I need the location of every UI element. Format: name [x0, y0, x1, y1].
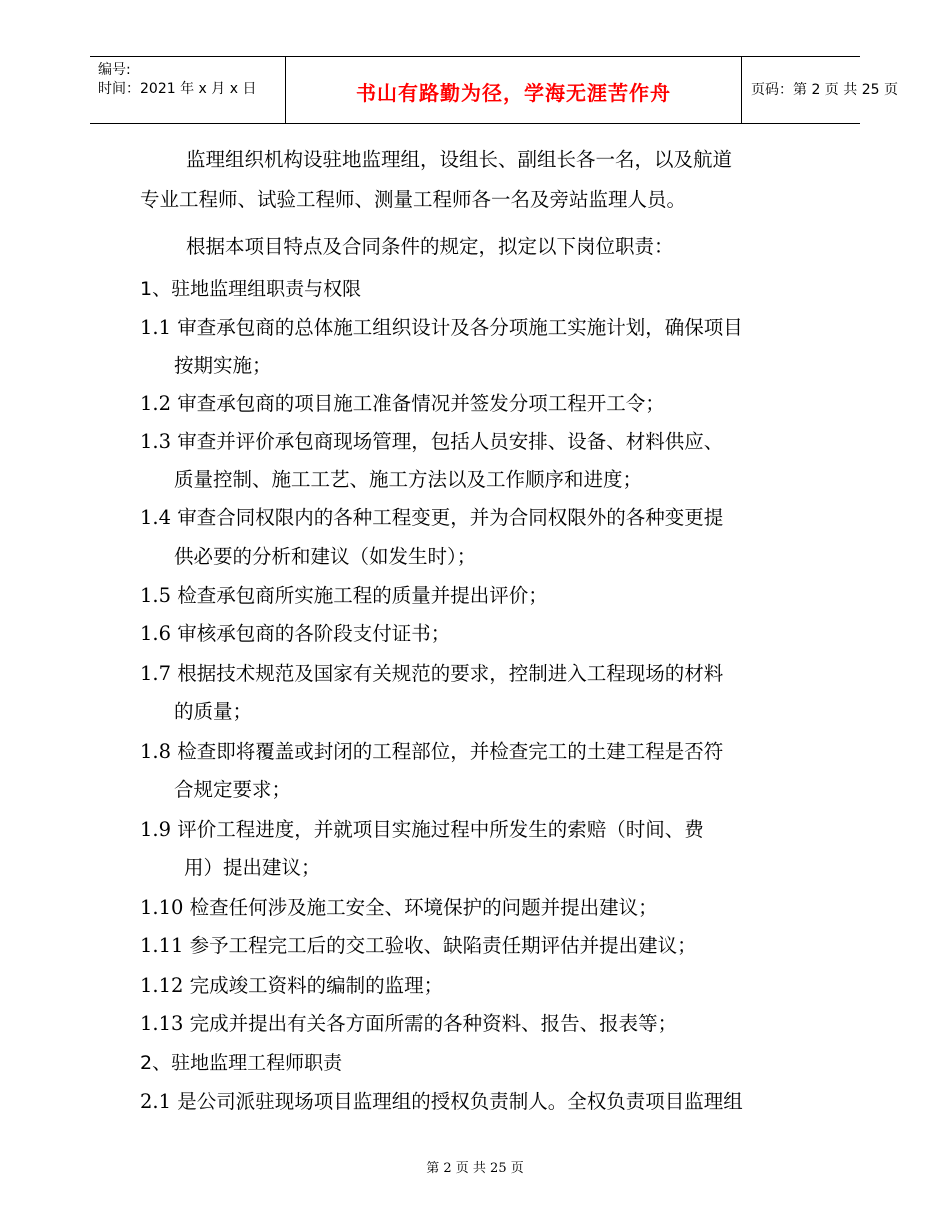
list-item-continuation: 的质量； — [174, 700, 253, 723]
list-item: 1.5 检查承包商所实施工程的质量并提出评价； — [140, 584, 548, 607]
list-item-continuation: 供必要的分析和建议（如发生时）； — [174, 545, 477, 568]
list-item: 1.3 审查并评价承包商现场管理，包括人员安排、设备、材料供应、 — [140, 430, 724, 453]
list-item: 1.1 审查承包商的总体施工组织设计及各分项施工实施计划，确保项目 — [140, 316, 743, 339]
paragraph-line: 监理组织机构设驻地监理组，设组长、副组长各一名，以及航道 — [186, 148, 733, 171]
page-footer: 第 2 页 共 25 页 — [426, 1161, 524, 1176]
header-motto: 书山有路勤为径，学海无涯苦作舟 — [356, 81, 671, 105]
list-item: 1.7 根据技术规范及国家有关规范的要求，控制进入工程现场的材料 — [140, 662, 724, 685]
header-page-cell — [741, 57, 898, 123]
section-heading: 1、驻地监理组职责与权限 — [140, 278, 362, 300]
list-item-continuation: 质量控制、施工工艺、施工方法以及工作顺序和进度； — [174, 468, 643, 491]
list-item: 1.8 检查即将覆盖或封闭的工程部位，并检查完工的土建工程是否符 — [140, 740, 724, 763]
section-heading: 2、驻地监理工程师职责 — [140, 1052, 343, 1074]
header-meta — [90, 57, 285, 123]
header-motto-cell — [285, 57, 742, 123]
document-date: 时间：2021 年 x 月 x 日 — [98, 81, 257, 97]
list-item-continuation: 合规定要求； — [174, 778, 292, 801]
page-header — [90, 56, 898, 124]
paragraph-line: 根据本项目特点及合同条件的规定，拟定以下岗位职责： — [186, 235, 674, 258]
list-item: 1.11 参予工程完工后的交工验收、缺陷责任期评估并提出建议； — [140, 934, 697, 957]
paragraph-line: 专业工程师、试验工程师、测量工程师各一名及旁站监理人员。 — [140, 188, 687, 211]
list-item: 2.1 是公司派驻现场项目监理组的授权负责制人。全权负责项目监理组 — [140, 1090, 743, 1113]
list-item: 1.2 审查承包商的项目施工准备情况并签发分项工程开工令； — [140, 392, 665, 415]
list-item: 1.9 评价工程进度，并就项目实施过程中所发生的索赔（时间、费 — [140, 818, 704, 841]
list-item-continuation: 用）提出建议； — [184, 856, 321, 879]
list-item: 1.12 完成竣工资料的编制的监理； — [140, 974, 444, 997]
list-item: 1.10 检查任何涉及施工安全、环境保护的问题并提出建议； — [140, 896, 658, 919]
header-page-info: 页码：第 2 页 共 25 页 — [751, 82, 898, 98]
list-item: 1.4 审查合同权限内的各种工程变更，并为合同权限外的各种变更提 — [140, 506, 724, 529]
document-number-label: 编号: — [98, 62, 131, 78]
list-item-continuation: 按期实施； — [174, 354, 272, 377]
list-item: 1.6 审核承包商的各阶段支付证书； — [140, 622, 451, 645]
list-item: 1.13 完成并提出有关各方面所需的各种资料、报告、报表等； — [140, 1012, 678, 1035]
